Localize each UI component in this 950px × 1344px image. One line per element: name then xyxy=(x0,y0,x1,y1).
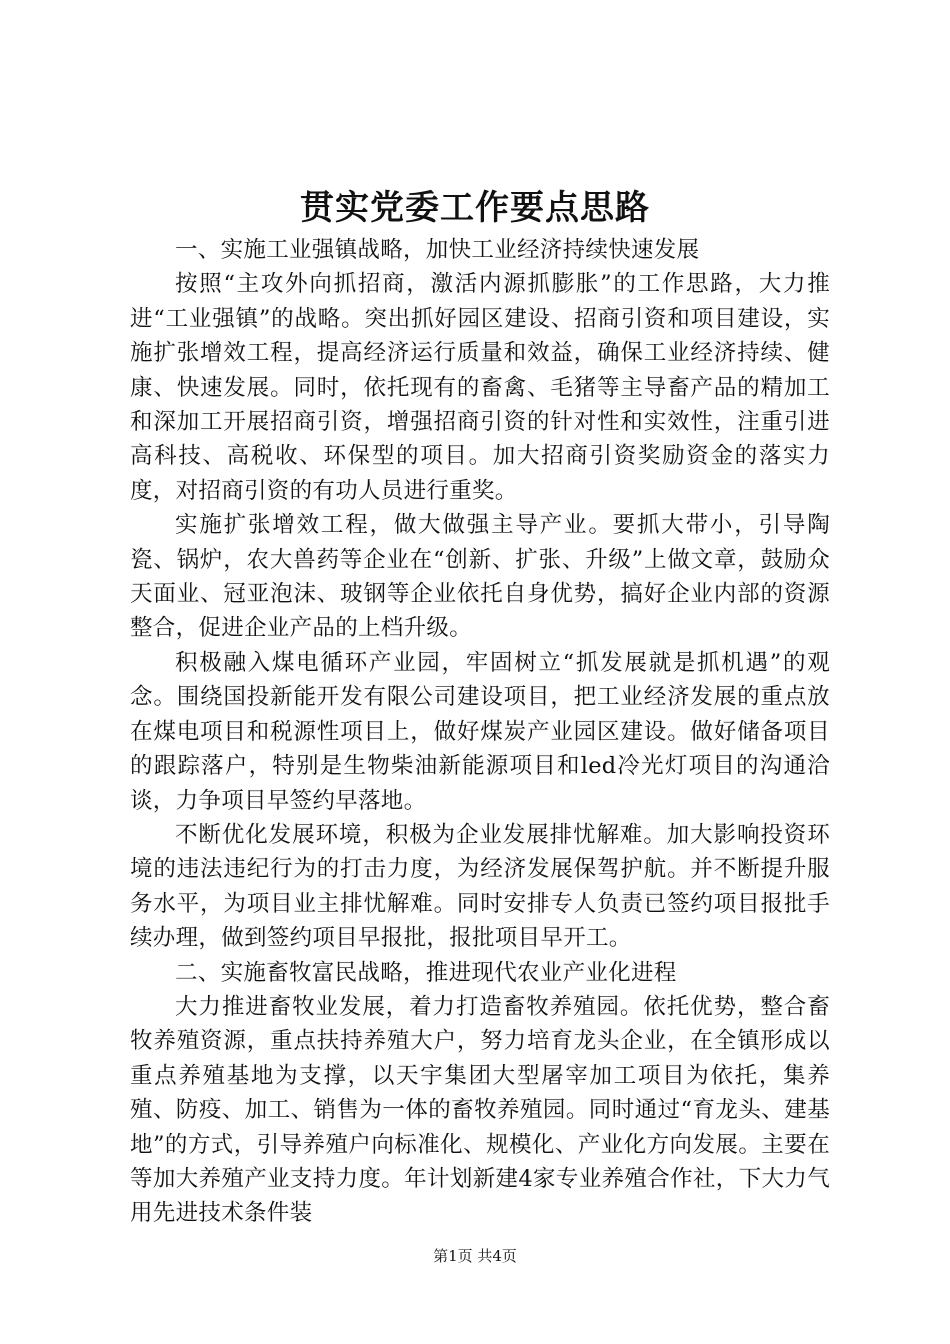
paragraph: 实施扩张增效工程，做大做强主导产业。要抓大带小，引导陶瓷、锅炉，农大兽药等企业在“创新、扩张、升级”上做文章，鼓励众天面业、冠亚泡沫、玻钢等企业依托自身优势，搞好企业内部的资源整合，促进企业产品的上档升级。 xyxy=(130,512,830,642)
paragraph: 大力推进畜牧业发展，着力打造畜牧养殖园。依托优势，整合畜牧养殖资源，重点扶持养殖大户，努力培育龙头企业，在全镇形成以重点养殖基地为支撑，以天宇集团大型屠宰加工项目为依托，集养殖、防疫、加工、销售为一体的畜牧养殖园。同时通过“育龙头、建基地”的方式，引导养殖户向标准化、规模化、产业化方向发展。主要在等加大养殖产业支持力度。年计划新建4家专业养殖合作社，下大力气用先进技术条件装 xyxy=(130,993,830,1227)
paragraph: 按照“主攻外向抓招商，激活内源抓膨胀”的工作思路，大力推进“工业强镇”的战略。突出抓好园区建设、招商引资和项目建设，实施扩张增效工程，提高经济运行质量和效益，确保工业经济持续、健康、快速发展。同时，依托现有的畜禽、毛猪等主导畜产品的精加工和深加工开展招商引资，增强招商引资的针对性和实效性，注重引进高科技、高税收、环保型的项目。加大招商引资奖励资金的落实力度，对招商引资的有功人员进行重奖。 xyxy=(130,271,830,504)
section-heading-2: 二、实施畜牧富民战略，推进现代农业产业化进程 xyxy=(175,959,677,986)
section-heading-1: 一、实施工业强镇战略，加快工业经济持续快速发展 xyxy=(175,237,700,263)
paragraph: 不断优化发展环境，积极为企业发展排忧解难。加大影响投资环境的违法违纪行为的打击力度，为经济发展保驾护航。并不断提升服务水平，为项目业主排忧解难。同时安排专人负责已签约项目报批手续办理，做到签约项目早报批，报批项目早开工。 xyxy=(130,821,830,952)
page-footer: 第1页 共4页 xyxy=(433,1247,517,1265)
document-body xyxy=(130,233,830,1231)
document-title: 贯实党委工作要点思路 xyxy=(300,188,650,228)
paragraph: 积极融入煤电循环产业园，牢固树立“抓发展就是抓机遇”的观念。围绕国投新能开发有限公司建设项目，把工业经济发展的重点放在煤电项目和税源性项目上，做好煤炭产业园区建设。做好储备项目的跟踪落户，特别是生物柴油新能源项目和led冷光灯项目的沟通洽谈，力争项目早签约早落地。 xyxy=(130,649,830,814)
